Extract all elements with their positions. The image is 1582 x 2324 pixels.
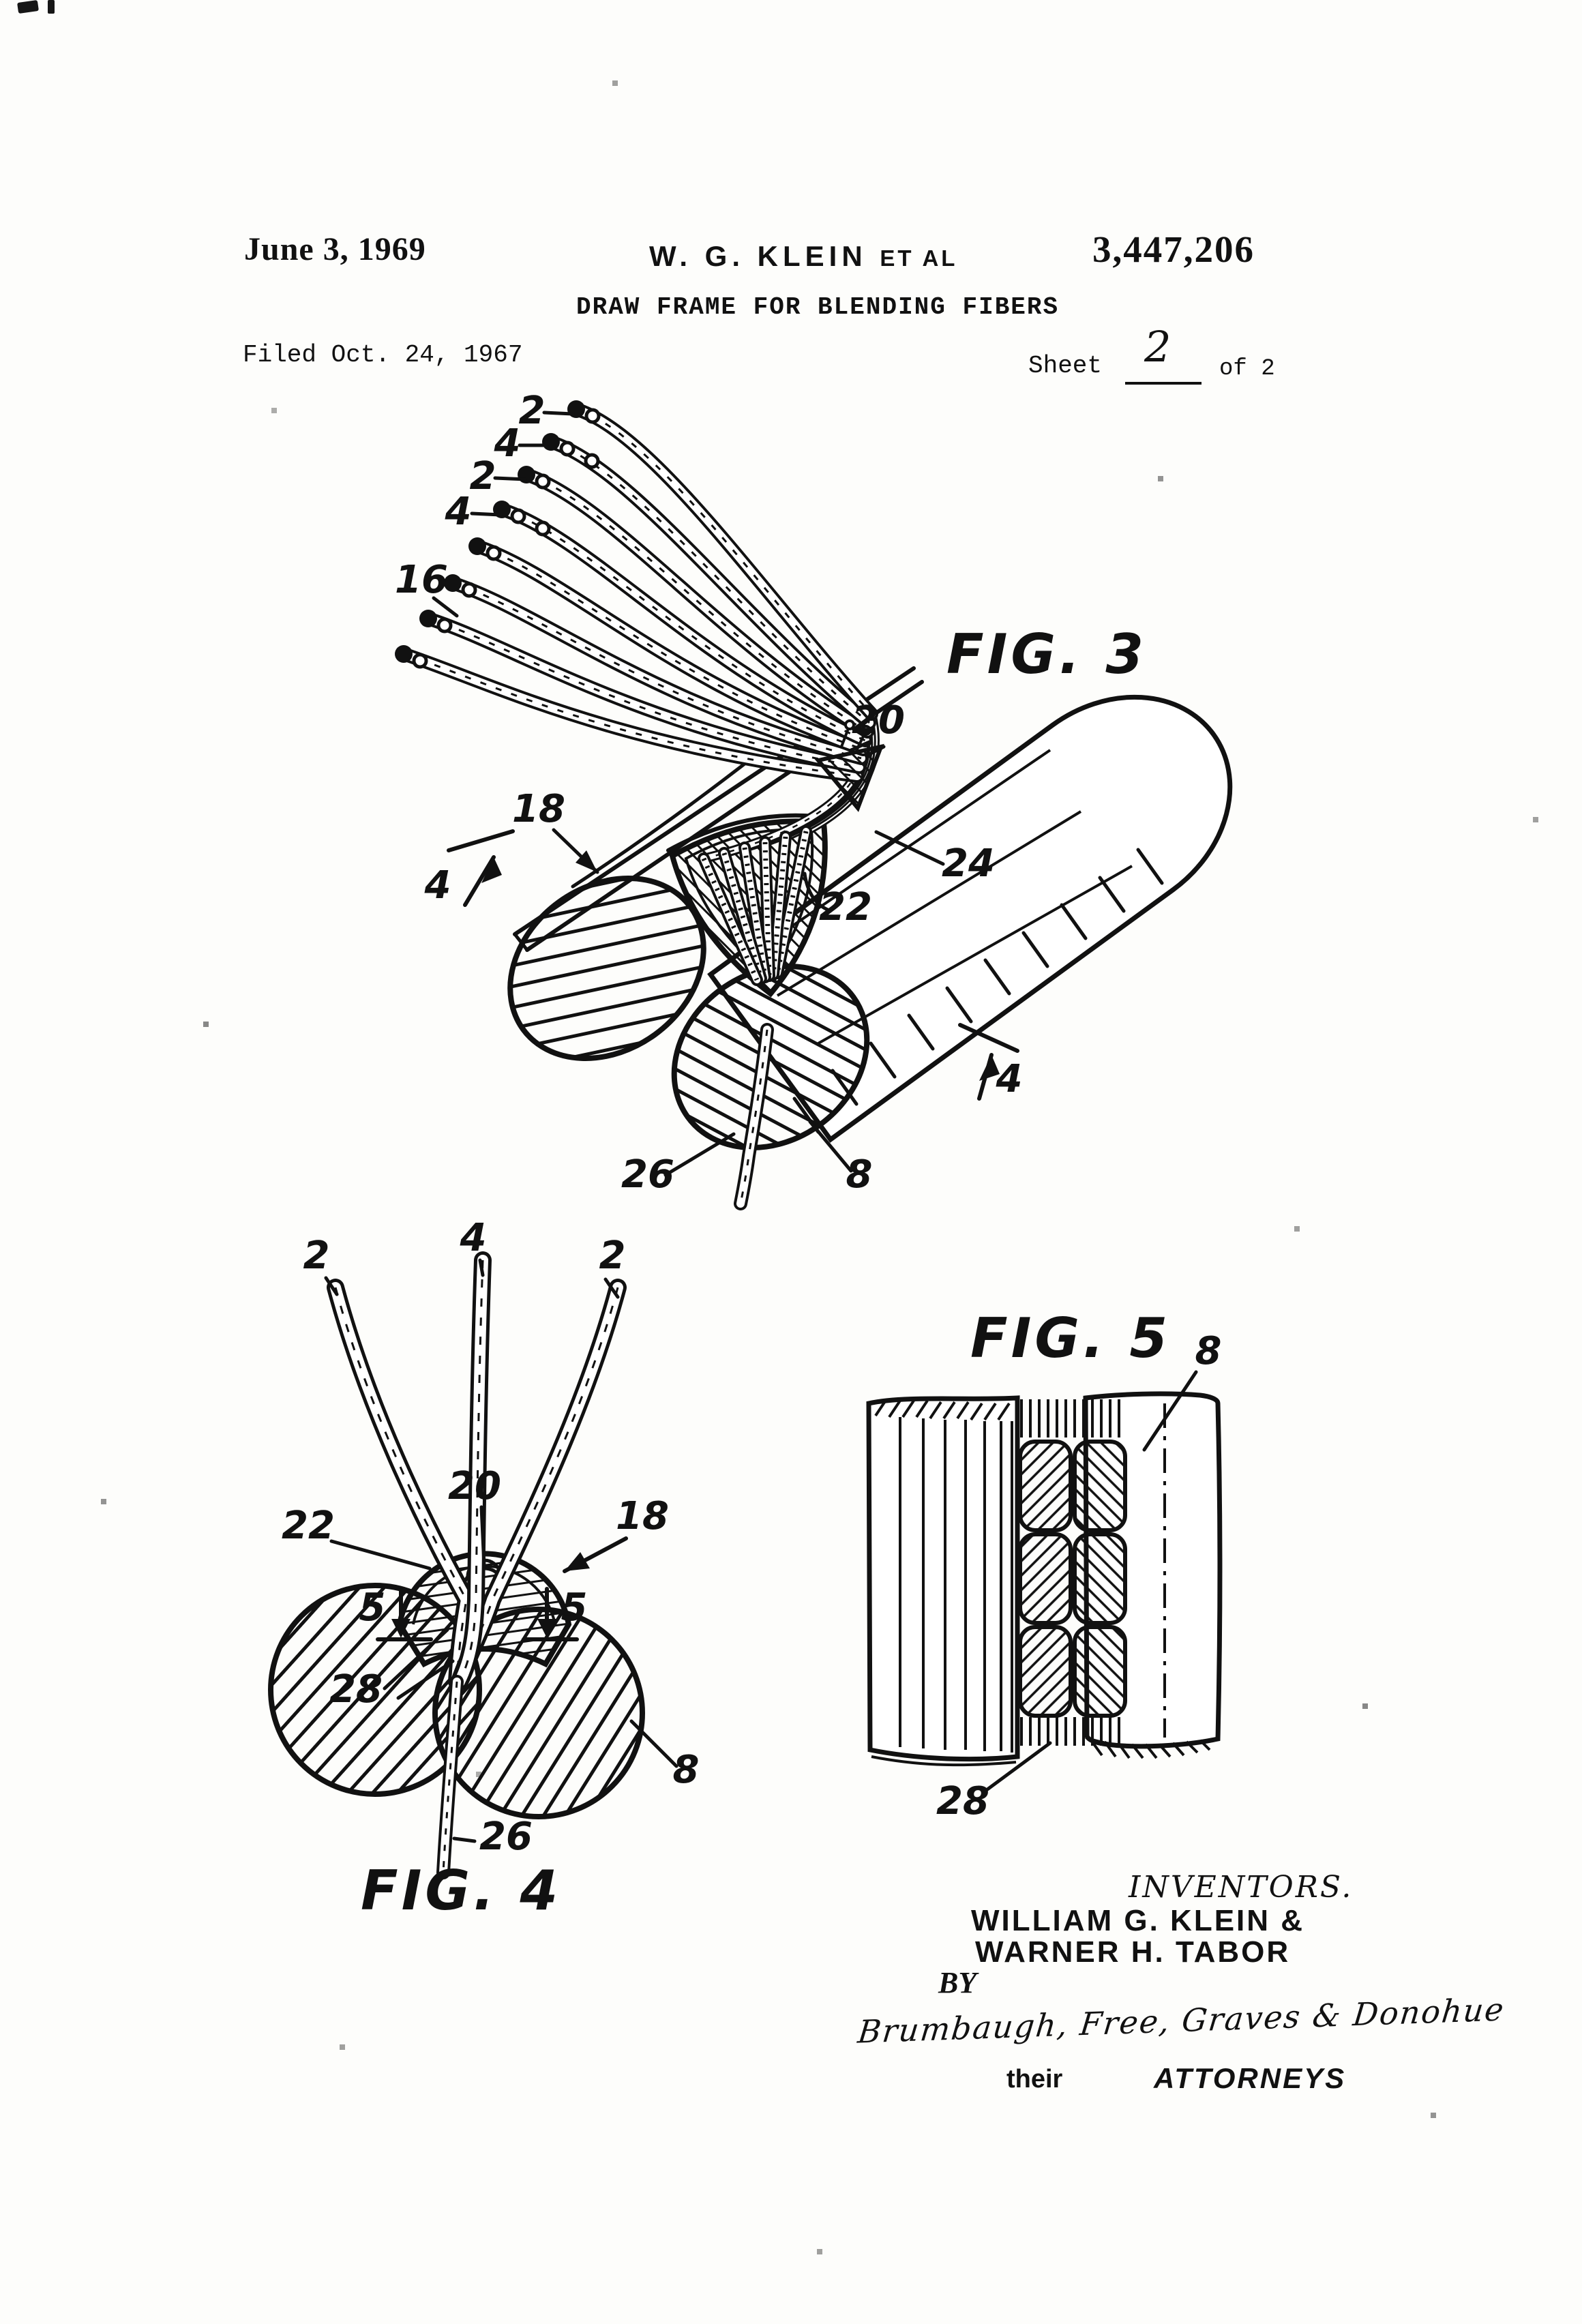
fig3-label-20: 20 (852, 698, 905, 743)
fig3-drawing (368, 378, 1364, 1245)
attorneys-label: ATTORNEYS (1154, 2062, 1347, 2094)
fig3-label-8: 8 (846, 1152, 873, 1197)
fig3-creel-slivers (395, 400, 871, 776)
sheet-word: Sheet (1028, 352, 1103, 380)
scan-smudge (48, 0, 55, 14)
authors-etal: ET AL (880, 245, 958, 271)
fig4-label-4: 4 (460, 1216, 487, 1260)
fig5-label-28: 28 (936, 1779, 989, 1823)
their-label: their (1006, 2065, 1063, 2094)
sheet-of: of 2 (1219, 356, 1275, 382)
fig3-label-4b: 4 (445, 490, 472, 534)
fig4-label-22: 22 (282, 1504, 335, 1548)
fig3-label-sec4-right: 4 (996, 1057, 1023, 1101)
fig4-label-28: 28 (329, 1667, 383, 1712)
fig5-title: FIG. 5 (970, 1307, 1171, 1370)
fig3-label-sec4-left: 4 (424, 863, 451, 908)
fig3-label-2a: 2 (518, 389, 546, 433)
sheet-number-handwritten: 2 (1144, 322, 1171, 372)
fig3-label-26: 26 (621, 1152, 674, 1197)
fig3-label-24: 24 (942, 841, 995, 886)
fig4-title: FIG. 4 (361, 1859, 561, 1922)
filed-date: Filed Oct. 24, 1967 (243, 341, 523, 369)
fig3-label-16: 16 (395, 558, 448, 602)
patent-authors (649, 240, 957, 273)
fig3-label-22: 22 (819, 885, 872, 929)
attorney-signature: Brumbaugh, Free, Graves & Donohue (856, 1991, 1507, 2051)
fig4-drawing (232, 1216, 750, 1930)
inventor-name-2: WARNER H. TABOR (975, 1935, 1291, 1969)
inventor-name-1: WILLIAM G. KLEIN & (971, 1904, 1305, 1937)
fig4-label-sec5-right: 5 (561, 1585, 588, 1630)
patent-title: DRAW FRAME FOR BLENDING FIBERS (576, 293, 1060, 321)
fig3-title: FIG. 3 (946, 623, 1147, 686)
fig4-label-18: 18 (616, 1494, 669, 1538)
fig4-label-sec5-left: 5 (359, 1585, 386, 1630)
fig4-label-2-right: 2 (599, 1234, 626, 1278)
fig5-roller-left (869, 1398, 1017, 1765)
fig3-label-18: 18 (512, 787, 565, 831)
patent-date: June 3, 1969 (244, 231, 426, 267)
fig4-label-26: 26 (479, 1815, 533, 1859)
fig5-drawing (846, 1296, 1364, 1855)
fig3-label-2b: 2 (469, 454, 496, 498)
by-label: BY (938, 1966, 977, 1999)
inventors-heading: INVENTORS. (1129, 1870, 1354, 1905)
fig5-blended-sliver-stack (1020, 1442, 1125, 1716)
fig3-label-4a: 4 (494, 421, 521, 466)
patent-number: 3,447,206 (1092, 228, 1255, 270)
fig4-label-8: 8 (672, 1748, 700, 1792)
fig4-label-2-left: 2 (303, 1234, 330, 1278)
scan-noise-dots (0, 0, 3, 3)
authors-name: W. G. KLEIN (649, 240, 867, 272)
scan-smudge (17, 0, 39, 14)
fig5-label-8: 8 (1195, 1329, 1222, 1373)
fig4-label-20: 20 (448, 1464, 501, 1508)
